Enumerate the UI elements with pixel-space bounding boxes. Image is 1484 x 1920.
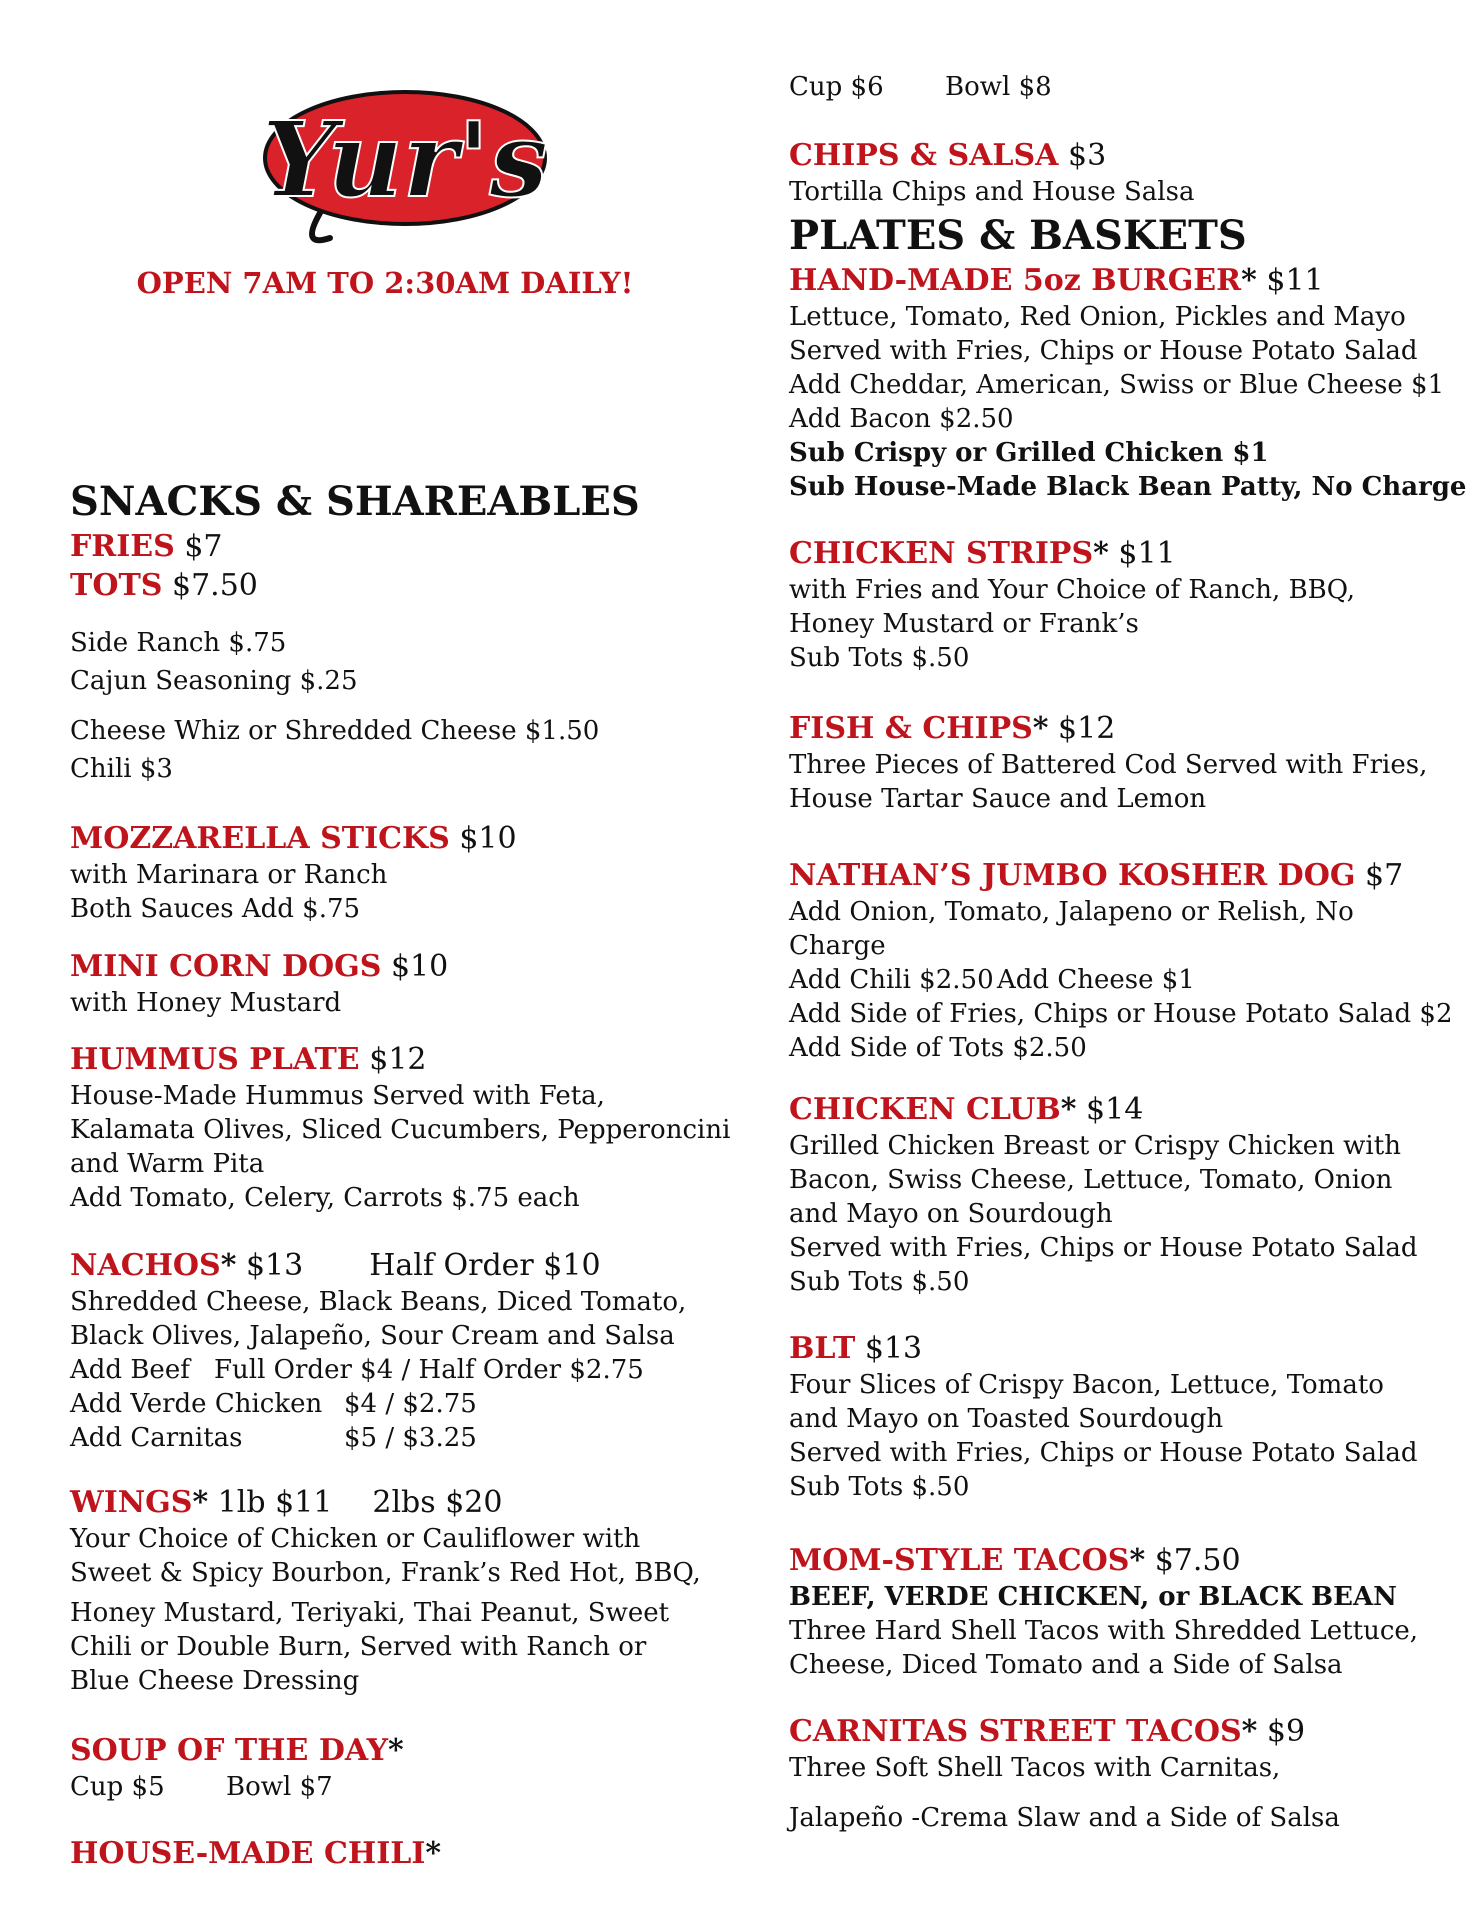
item-description: Chili or Double Burn, Served with Ranch or	[70, 1632, 647, 1662]
item-price: $9	[1266, 1714, 1306, 1749]
item-description: Kalamata Olives, Sliced Cucumbers, Pepperoncini	[70, 1115, 731, 1145]
addon-value: $5 / $3.25	[344, 1423, 477, 1453]
menu-item-blt	[789, 1330, 1449, 1504]
item-description: Blue Cheese Dressing	[70, 1666, 360, 1696]
cup-price: Cup $6	[789, 72, 884, 102]
addon-cheese: Add Cheese $1	[997, 965, 1195, 995]
item-mark: *	[425, 1836, 442, 1871]
item-bold-line: Sub Crispy or Grilled Chicken $1	[789, 438, 1269, 468]
item-description: Jalapeño -Crema Slaw and a Side of Salsa	[789, 1803, 1340, 1833]
addon-line: Chili $3	[70, 754, 173, 784]
addon-line	[70, 1353, 700, 1387]
open-hours: OPEN 7AM TO 2:30AM DAILY!	[136, 266, 634, 300]
section-title-snacks: SNACKS & SHAREABLES	[70, 478, 640, 525]
item-price: $11	[1118, 536, 1176, 571]
menu-item-nathans-dog	[789, 857, 1453, 1065]
item-price: $12	[1058, 711, 1116, 746]
item-price: $7	[184, 529, 223, 564]
menu-item-house-made-chili	[70, 1835, 700, 1873]
item-mark: *	[1241, 263, 1257, 298]
menu-item-chicken-strips	[789, 535, 1449, 675]
item-description: Bacon, Swiss Cheese, Lettuce, Tomato, Onion	[789, 1165, 1393, 1195]
item-description: Add Side of Fries, Chips or House Potato Salad $2	[789, 999, 1453, 1029]
item-description: with Honey Mustard	[70, 988, 342, 1018]
menu-item-mom-style-tacos	[789, 1542, 1449, 1682]
item-description: House-Made Hummus Served with Feta,	[70, 1081, 605, 1111]
menu-item-fish-chips	[789, 710, 1449, 816]
item-description: and Mayo on Sourdough	[789, 1199, 1113, 1229]
item-name: FRIES	[70, 529, 175, 564]
item-name: NATHAN’S JUMBO KOSHER DOG	[789, 858, 1356, 893]
item-price: $7.50	[1154, 1543, 1241, 1578]
addon-line	[70, 1421, 700, 1455]
cup-price: Cup $5	[70, 1772, 165, 1802]
item-mark: *	[1241, 1714, 1258, 1749]
item-description: Add Tomato, Celery, Carrots $.75 each	[70, 1183, 580, 1213]
bowl-price: Bowl $8	[945, 72, 1052, 102]
item-description: Sub Tots $.50	[789, 1472, 970, 1502]
item-description: Black Olives, Jalapeño, Sour Cream and Salsa	[70, 1321, 675, 1351]
menu-item-carnitas-street-tacos	[789, 1713, 1449, 1835]
item-price: $11	[1266, 263, 1324, 298]
addon-line: Cheese Whiz or Shredded Cheese $1.50	[70, 716, 600, 746]
item-description: Sweet & Spicy Bourbon, Frank’s Red Hot, BBQ,	[70, 1558, 701, 1588]
item-mark: *	[1129, 1543, 1146, 1578]
menu-item-chicken-club	[789, 1091, 1449, 1299]
menu-item-nachos	[70, 1247, 700, 1455]
item-name: FISH & CHIPS	[789, 711, 1033, 746]
item-description: Grilled Chicken Breast or Crispy Chicken with	[789, 1131, 1401, 1161]
item-description: Cheese, Diced Tomato and a Side of Salsa	[789, 1650, 1343, 1680]
item-price: $14	[1086, 1092, 1144, 1127]
item-name: MINI CORN DOGS	[70, 949, 382, 984]
item-description: Charge	[789, 931, 886, 961]
menu-item-fries	[70, 528, 700, 566]
fries-addons	[70, 624, 700, 788]
addon-chili: Add Chili $2.50	[789, 965, 994, 995]
item-description: Sub Tots $.50	[789, 643, 970, 673]
section-title-plates: PLATES & BASKETS	[789, 212, 1247, 259]
item-name: MOM-STYLE TACOS	[789, 1543, 1130, 1578]
item-mark: *	[192, 1485, 209, 1520]
item-description: Both Sauces Add $.75	[70, 894, 361, 924]
item-mark: *	[1060, 1092, 1077, 1127]
item-mark: *	[220, 1248, 237, 1283]
item-price: $10	[390, 949, 449, 984]
item-description: Shredded Cheese, Black Beans, Diced Tomato,	[70, 1287, 687, 1317]
item-price: 1lb $11	[217, 1485, 333, 1520]
item-name: TOTS	[70, 568, 163, 603]
item-description: House Tartar Sauce and Lemon	[789, 784, 1207, 814]
yurs-logo	[260, 88, 550, 258]
menu-item-soup-of-the-day	[70, 1732, 700, 1804]
item-description: Add Bacon $2.50	[789, 404, 1014, 434]
addon-value: $4 / $2.75	[344, 1389, 477, 1419]
item-price: $7	[1365, 858, 1404, 893]
item-description: Served with Fries, Chips or House Potato Salad	[789, 336, 1418, 366]
item-price: $13	[864, 1331, 923, 1366]
chili-prices	[789, 70, 1449, 104]
item-name: WINGS	[70, 1485, 193, 1520]
addon-label: Add Verde Chicken	[70, 1389, 323, 1419]
item-description: Four Slices of Crispy Bacon, Lettuce, Tomato	[789, 1370, 1384, 1400]
logo-text: Yur's	[262, 98, 548, 221]
addon-label: Add Beef	[70, 1355, 190, 1385]
item-description: with Marinara or Ranch	[70, 860, 388, 890]
menu-item-mozzarella-sticks	[70, 820, 700, 926]
item-price: $10	[459, 821, 517, 856]
menu-item-burger	[789, 262, 1467, 504]
addon-line	[70, 1387, 700, 1421]
item-mark: *	[388, 1733, 404, 1768]
item-description: and Mayo on Toasted Sourdough	[789, 1404, 1224, 1434]
item-name: HOUSE-MADE CHILI	[70, 1836, 426, 1871]
item-description: Lettuce, Tomato, Red Onion, Pickles and Mayo	[789, 302, 1406, 332]
item-description: with Fries and Your Choice of Ranch, BBQ,	[789, 575, 1356, 605]
item-description: Add Side of Tots $2.50	[789, 1033, 1087, 1063]
item-mark: *	[1032, 711, 1049, 746]
item-name: BLT	[789, 1331, 856, 1366]
bowl-price: Bowl $7	[226, 1772, 333, 1802]
addon-value: Full Order $4 / Half Order $2.75	[214, 1355, 644, 1385]
item-name: CHICKEN STRIPS	[789, 536, 1094, 571]
item-description: Served with Fries, Chips or House Potato Salad	[789, 1233, 1418, 1263]
item-price: $13	[245, 1248, 304, 1283]
menu-item-hummus-plate	[70, 1041, 731, 1215]
menu-item-chips-salsa	[789, 137, 1449, 209]
menu-item-wings	[70, 1484, 700, 1698]
item-price-2lbs: 2lbs $20	[372, 1485, 503, 1520]
item-description: Sub Tots $.50	[789, 1267, 970, 1297]
item-name: CHIPS & SALSA	[789, 138, 1059, 173]
addon-line: Side Ranch $.75	[70, 628, 287, 658]
addon-label: Add Carnitas	[70, 1423, 243, 1453]
item-description: Add Onion, Tomato, Jalapeno or Relish, No	[789, 897, 1354, 927]
item-name: HUMMUS PLATE	[70, 1042, 360, 1077]
item-name: CARNITAS STREET TACOS	[789, 1714, 1242, 1749]
item-half-price: Half Order $10	[369, 1248, 601, 1283]
menu-item-mini-corn-dogs	[70, 948, 700, 1020]
item-bold-line: BEEF, VERDE CHICKEN, or BLACK BEAN	[789, 1582, 1397, 1612]
item-description: Three Hard Shell Tacos with Shredded Lettuce,	[789, 1616, 1419, 1646]
item-price: $12	[369, 1042, 427, 1077]
item-bold-line: Sub House-Made Black Bean Patty, No Charge	[789, 472, 1467, 502]
addon-line: Cajun Seasoning $.25	[70, 666, 358, 696]
item-name: MOZZARELLA STICKS	[70, 821, 450, 856]
item-description: Honey Mustard, Teriyaki, Thai Peanut, Sweet	[70, 1598, 670, 1628]
item-name: HAND-MADE 5oz BURGER	[789, 263, 1242, 298]
item-description: Honey Mustard or Frank’s	[789, 609, 1139, 639]
item-price: $7.50	[172, 568, 258, 603]
item-price: $3	[1067, 138, 1107, 173]
item-description: Tortilla Chips and House Salsa	[789, 177, 1195, 207]
menu-item-tots	[70, 567, 700, 605]
item-description: Your Choice of Chicken or Cauliflower with	[70, 1524, 641, 1554]
item-description: Three Pieces of Battered Cod Served with Fries,	[789, 750, 1428, 780]
item-description: and Warm Pita	[70, 1149, 265, 1179]
item-mark: *	[1093, 536, 1109, 571]
item-description: Three Soft Shell Tacos with Carnitas,	[789, 1753, 1281, 1783]
item-name: CHICKEN CLUB	[789, 1092, 1061, 1127]
item-description: Served with Fries, Chips or House Potato Salad	[789, 1438, 1418, 1468]
item-name: NACHOS	[70, 1248, 221, 1283]
item-name: SOUP OF THE DAY	[70, 1733, 389, 1768]
item-description: Add Cheddar, American, Swiss or Blue Cheese $1	[789, 370, 1445, 400]
